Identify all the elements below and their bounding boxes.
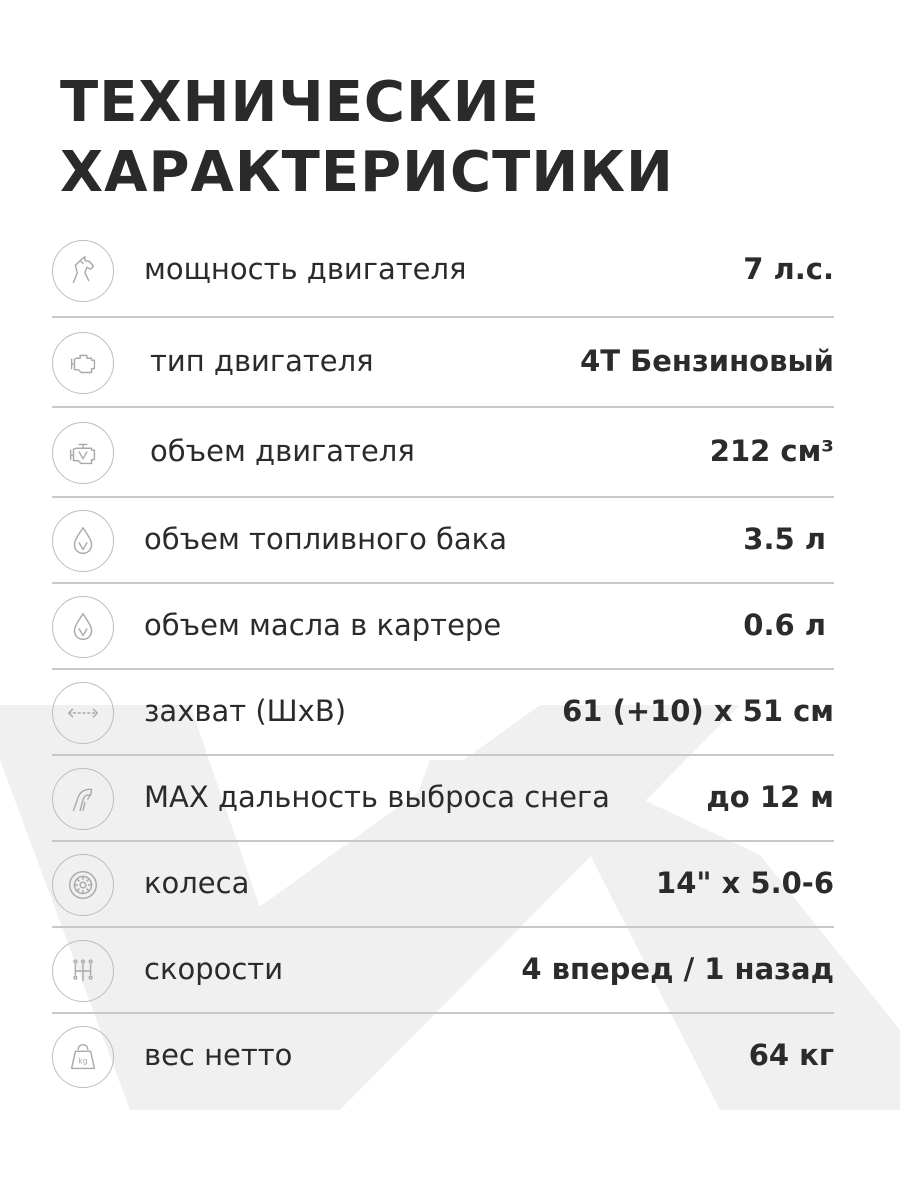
weight-icon-text: kg — [78, 1056, 88, 1066]
title-line-2: ХАРАКТЕРИСТИКИ — [60, 140, 674, 205]
spec-value: 14" х 5.0-6 — [656, 866, 834, 900]
engine-icon — [52, 332, 114, 394]
spec-value: до 12 м — [706, 780, 834, 814]
spec-label: MAX дальность выброса снега — [144, 780, 610, 814]
oil-drop-icon — [52, 596, 114, 658]
spec-label: колеса — [144, 866, 250, 900]
spec-value: 61 (+10) х 51 см — [562, 694, 834, 728]
spec-label: тип двигателя — [150, 344, 374, 378]
spec-label: объем двигателя — [150, 434, 415, 468]
divider — [52, 754, 834, 756]
spec-value: 4 вперед / 1 назад — [521, 952, 834, 986]
spec-value: 7 л.с. — [743, 252, 834, 286]
spec-row-speeds — [52, 940, 834, 1002]
spec-row-engine-type — [52, 332, 834, 394]
divider — [52, 582, 834, 584]
spec-value: 3.5 л — [743, 522, 826, 556]
spec-row-wheels — [52, 854, 834, 916]
spec-row-width — [52, 682, 834, 744]
gear-shift-icon — [52, 940, 114, 1002]
divider — [52, 926, 834, 928]
wheel-icon — [52, 854, 114, 916]
spec-label: скорости — [144, 952, 284, 986]
spec-value: 0.6 л — [743, 608, 826, 642]
spec-row-engine-volume — [52, 422, 834, 484]
divider — [52, 840, 834, 842]
divider — [52, 1012, 834, 1014]
title-line-1: ТЕХНИЧЕСКИЕ — [60, 70, 540, 135]
fuel-drop-icon — [52, 510, 114, 572]
spec-label: мощность двигателя — [144, 252, 467, 286]
spec-value: 212 см³ — [709, 434, 834, 468]
snow-chute-icon — [52, 768, 114, 830]
spec-value: 4Т Бензиновый — [580, 344, 834, 378]
divider — [52, 496, 834, 498]
engine-volume-icon — [52, 422, 114, 484]
spec-value: 64 кг — [748, 1038, 834, 1072]
weight-icon — [52, 1026, 114, 1088]
spec-label: вес нетто — [144, 1038, 293, 1072]
spec-label: захват (ШхВ) — [144, 694, 347, 728]
width-arrows-icon — [52, 682, 114, 744]
divider — [52, 668, 834, 670]
divider — [52, 406, 834, 408]
page-title — [60, 68, 674, 208]
horse-icon — [52, 240, 114, 302]
spec-row-power — [52, 240, 834, 302]
spec-row-oil — [52, 596, 834, 658]
spec-row-throw-distance — [52, 768, 834, 830]
spec-row-weight — [52, 1026, 834, 1088]
spec-row-fuel-tank — [52, 510, 834, 572]
divider — [52, 316, 834, 318]
spec-label: объем топливного бака — [144, 522, 507, 556]
spec-label: объем масла в картере — [144, 608, 502, 642]
